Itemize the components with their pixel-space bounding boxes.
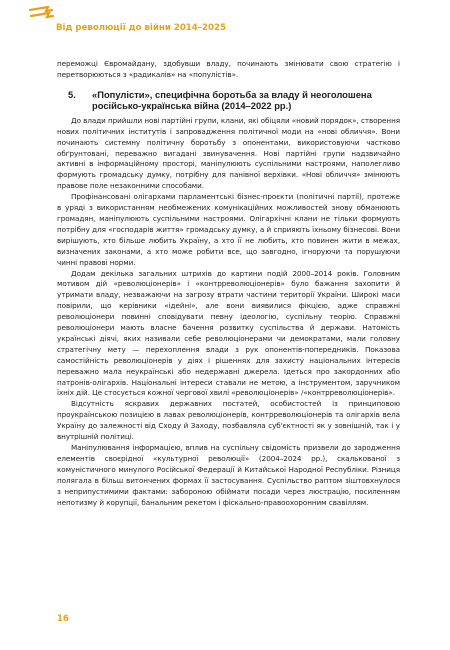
paragraph: Додам декілька загальних штрихів до картини подій 2000–2014 років. Головним мотивом дій «революціонерів» і «контрреволюціонерів» було бажання захопити й утримати владу, незважаючи на загрозу втрати частини території України. Широкі маси повірили, що керівники «ідейні», але вони виявилися фікцією, адже справжні революціонери повинні сповідувати певну ідеологію, суспільну теорію. Справжні революціонери мають власне бачення розвитку суспільства й держави. Натомість українські діячі, яких називали себе революціонерами чи демократами, мали головну стратегічну мету — перехоплення влади з рук опонентів-попередників. Показова самостійність революціонерів у діях і рішеннях для захисту національних інтересів переважно мала неукраїнські або недержавні джерела. Ідеться про закордонних або патронів-олігархів. Національні інтереси ставали не метою, а інструментом, заручником їхніх дій. Це стосується кожної чергової хвилі «революціонерів» /«контрреволюціонерів». xyxy=(57,268,400,398)
page-number: 16 xyxy=(57,614,69,624)
paragraph: Відсутність яскравих державних постатей, особистостей із принциповою проукраїнською позицією в лавах революціонерів, контрреволюціонерів та олігархів вела Україну до залежності від Сходу й Заходу, позбавляла суб'єктності як у зовнішній, так і у внутрішній політиці. xyxy=(57,399,400,442)
section-title: «Популісти», специфічна боротьба за владу й неоголошена російсько-українська війна (2014–2022 рр.) xyxy=(92,88,372,112)
publisher-logo-icon xyxy=(28,6,54,22)
paragraph: Профінансовані олігархами парламентські бізнес-проєкти (політичні партії), протеже в уряді з використанням необмежених комунікаційних можливостей знову обманюють громадян, маніпулюють суспільними настроями. Олігархічні клани не тільки формують потрібну для «господарів життя» громадську думку, а й сприяють їхньому бізнесові. Вони вирішують, хто більше любить Україну, а хто її не любить, хто повинен жити в межах, визначених законами, а хто може робити все, що завгодно, ігноруючи та порушуючи чинні правові норми. xyxy=(57,192,400,267)
section-heading xyxy=(57,89,400,112)
paragraph: Маніпулювання інформацією, вплив на суспільну свідомість призвели до зародження елементів своєрідної «культурної революції» (2004–2024 рр.), скалькованої з комуністичного минулого Російської Федерації й Китайської Народної Республіки. Різниця полягала в більш витончених формах її застосування. Суспільство раптом зіштовхнулося з неприпустимими фактами: забороною обіймати посади через люстрацію, посиленням непотизму й корупції, банальним рекетом і фіскально-правоохоронним свавіллям. xyxy=(57,443,400,507)
section-number: 5. xyxy=(68,88,76,100)
paragraph: переможці Євромайдану, здобувши владу, починають змінювати свою стратегію і перетворюються з «радикалів» на «популістів». xyxy=(57,59,400,79)
paragraph: До влади прийшли нові партійні групи, клани, які обіцяли «новий порядок», створення нових політичних інститутів і запровадження політичної моди на «нові обличчя». Вони починають системну політичну боротьбу з опонентами, використовуючи частково обґрунтовані, переважно вигадані звинувачення. Нові партійні групи надзвичайно активні в інформаційному просторі, маніпулюють суспільними настроями, наполегливо формують громадську думку, потрібну для панівної верхівки. «Нові обличчя» змінюють правове поле незаконними способами. xyxy=(57,115,400,191)
page-body xyxy=(57,59,400,508)
running-header-title: Від революції до війни 2014–2025 xyxy=(56,23,226,33)
